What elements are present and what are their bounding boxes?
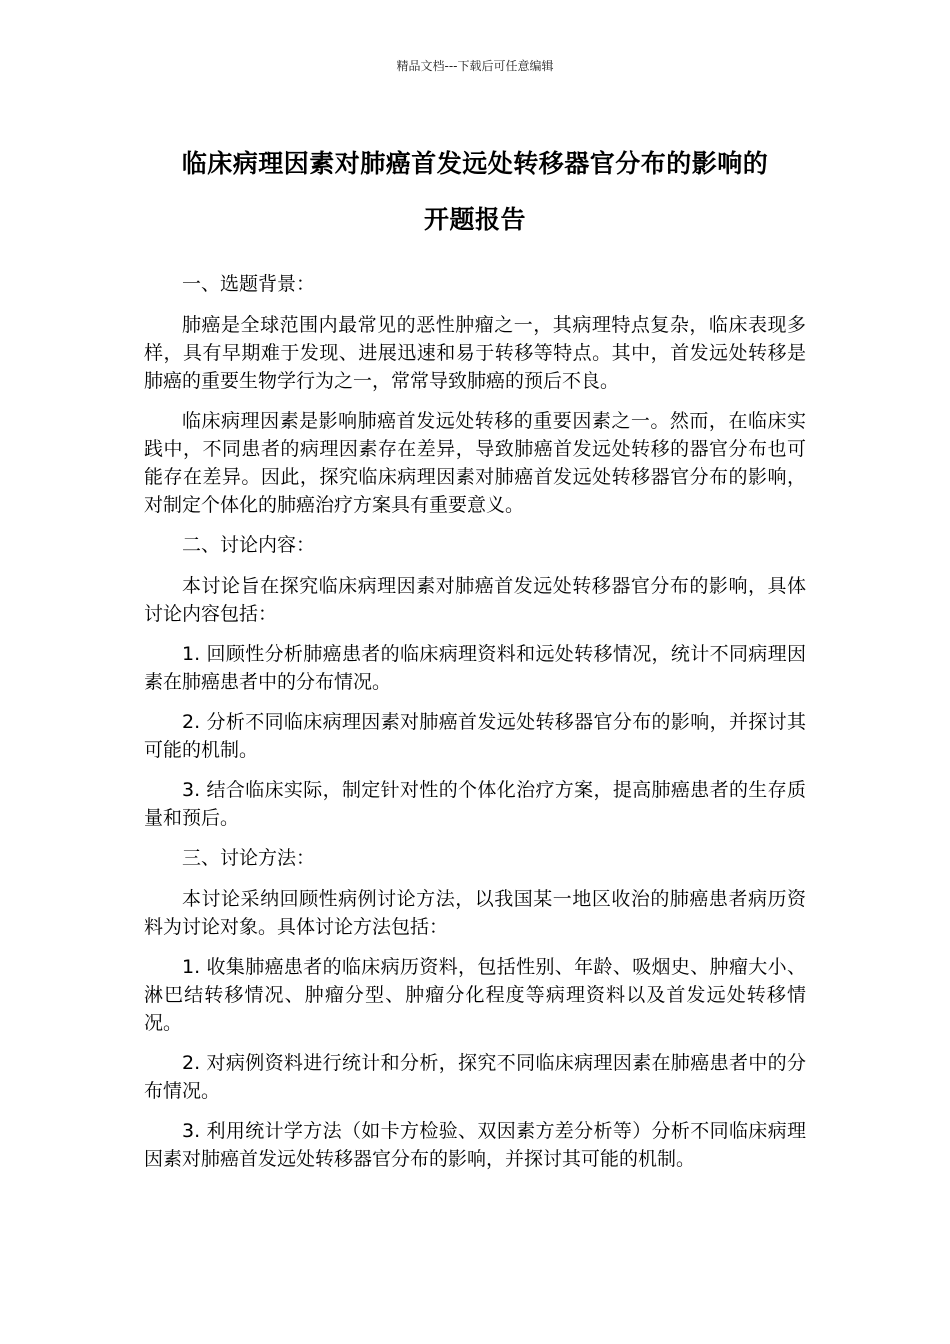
list-item-content-1: 1. 回顾性分析肺癌患者的临床病理资料和远处转移情况，统计不同病理因素在肺癌患者中的分布情况。 xyxy=(144,643,806,693)
paragraph-method-intro: 本讨论采纳回顾性病例讨论方法，以我国某一地区收治的肺癌患者病历资料为讨论对象。具体讨论方法包括： xyxy=(144,888,806,938)
page-header: 精品文档---下载后可任意编辑 xyxy=(396,59,554,73)
list-item-method-1: 1. 收集肺癌患者的临床病历资料，包括性别、年龄、吸烟史、肿瘤大小、淋巴结转移情况、肿瘤分型、肿瘤分化程度等病理资料以及首发远处转移情况。 xyxy=(144,956,806,1034)
list-item-content-2: 2. 分析不同临床病理因素对肺癌首发远处转移器官分布的影响，并探讨其可能的机制。 xyxy=(144,711,806,761)
section-heading-method: 三、讨论方法： xyxy=(182,847,316,869)
document-body xyxy=(144,270,806,1185)
list-item-method-2: 2. 对病例资料进行统计和分析，探究不同临床病理因素在肺癌患者中的分布情况。 xyxy=(144,1052,806,1102)
list-item-method-3: 3. 利用统计学方法（如卡方检验、双因素方差分析等）分析不同临床病理因素对肺癌首发远处转移器官分布的影响，并探讨其可能的机制。 xyxy=(144,1120,806,1170)
document-title xyxy=(140,136,810,248)
section-heading-background: 一、选题背景： xyxy=(182,273,316,295)
title-line-1: 临床病理因素对肺癌首发远处转移器官分布的影响的 xyxy=(181,149,769,178)
paragraph-background-1: 肺癌是全球范围内最常见的恶性肿瘤之一，其病理特点复杂，临床表现多样，具有早期难于发现、进展迅速和易于转移等特点。其中，首发远处转移是肺癌的重要生物学行为之一，常常导致肺癌的预后不良。 xyxy=(144,314,806,392)
list-item-content-3: 3. 结合临床实际，制定针对性的个体化治疗方案，提高肺癌患者的生存质量和预后。 xyxy=(144,779,806,829)
section-heading-content: 二、讨论内容： xyxy=(182,534,316,556)
paragraph-background-2: 临床病理因素是影响肺癌首发远处转移的重要因素之一。然而，在临床实践中，不同患者的病理因素存在差异，导致肺癌首发远处转移的器官分布也可能存在差异。因此，探究临床病理因素对肺癌首发远处转移器官分布的影响，对制定个体化的肺癌治疗方案具有重要意义。 xyxy=(144,410,806,516)
paragraph-content-intro: 本讨论旨在探究临床病理因素对肺癌首发远处转移器官分布的影响，具体讨论内容包括： xyxy=(144,575,806,625)
title-line-2: 开题报告 xyxy=(423,205,526,234)
